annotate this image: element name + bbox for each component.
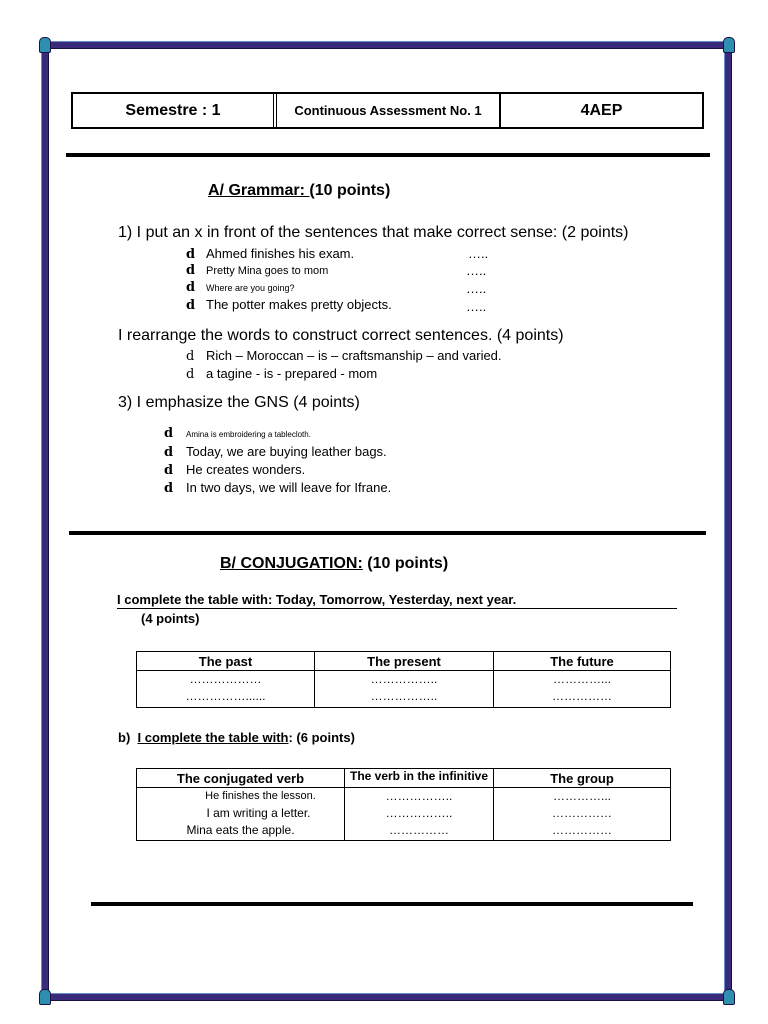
- q1-item-text: Ahmed finishes his exam.: [206, 246, 355, 261]
- list-item: [186, 296, 392, 314]
- conjugation-title-points: (10 points): [362, 555, 449, 572]
- verb-sentence: I am writing a letter.: [206, 806, 311, 820]
- border-corner-ornament: [39, 989, 51, 1005]
- part-b-points: : (6 points): [288, 730, 355, 745]
- answer-dots[interactable]: …………...: [552, 672, 611, 686]
- answer-dots[interactable]: ………………: [189, 672, 262, 686]
- conjugation-title-underlined: B/ CONJUGATION:: [220, 555, 363, 572]
- verb-sentence: He finishes the lesson.: [205, 790, 316, 802]
- answer-dots[interactable]: …………...: [552, 789, 611, 803]
- bullet-icon: d: [186, 367, 195, 382]
- table-cell[interactable]: [345, 788, 494, 841]
- section-divider: [69, 531, 706, 535]
- table-cell: [137, 788, 345, 841]
- bullet-icon: d: [164, 426, 174, 441]
- page-border-right: [724, 44, 732, 1000]
- column-header: The verb in the infinitive: [345, 769, 494, 788]
- border-corner-ornament: [39, 37, 51, 53]
- part-b-prompt-underlined: I complete the table with: [137, 730, 289, 745]
- page-border-top: [44, 41, 730, 49]
- grammar-title-points: 10 points): [314, 182, 391, 199]
- answer-dots[interactable]: ……………: [389, 823, 449, 837]
- section-divider: [66, 153, 710, 157]
- section-divider: [91, 902, 693, 906]
- table-cell[interactable]: [315, 671, 494, 708]
- q1-list: [186, 245, 392, 314]
- level-cell: 4AEP: [580, 101, 623, 119]
- table-row: [137, 671, 671, 708]
- grammar-section-title: [208, 182, 390, 200]
- answer-dots[interactable]: ……………..: [385, 806, 453, 820]
- bullet-icon: d: [186, 263, 196, 278]
- bullet-icon: d: [186, 298, 196, 313]
- answer-dots[interactable]: …..: [466, 281, 487, 296]
- q3-item-text: Today, we are buying leather bags.: [186, 444, 387, 459]
- border-corner-ornament: [723, 37, 735, 53]
- conjugation-section-title: [220, 555, 448, 573]
- column-header: The future: [494, 652, 671, 671]
- list-item: [164, 461, 391, 479]
- list-item: [186, 245, 392, 262]
- answer-dots[interactable]: …..: [466, 263, 487, 278]
- tense-table: [136, 651, 671, 708]
- table-cell[interactable]: [137, 671, 315, 708]
- bullet-icon: d: [164, 481, 174, 496]
- q3-list: [164, 424, 391, 497]
- answer-dots[interactable]: ……………..: [370, 672, 438, 686]
- list-item: [164, 424, 391, 443]
- bullet-icon: d: [186, 280, 196, 295]
- table-header-row: [137, 769, 671, 788]
- bullet-icon: d: [164, 463, 174, 478]
- q3-prompt: 3) I emphasize the GNS (4 points): [118, 394, 360, 411]
- bullet-icon: d: [164, 445, 174, 460]
- part-a-prompt: I complete the table with: Today, Tomorrow, Yesterday, next year.: [117, 592, 677, 609]
- list-item: [164, 479, 391, 497]
- q2-item-text: Rich – Moroccan – is – craftsmanship – and varied.: [206, 348, 502, 363]
- verb-sentence: Mina eats the apple.: [186, 823, 295, 837]
- bullet-icon: d: [186, 247, 196, 262]
- answer-dots[interactable]: ……………: [552, 689, 612, 703]
- column-header: The present: [315, 652, 494, 671]
- q3-item-text: He creates wonders.: [186, 462, 306, 477]
- q1-item-text: The potter makes pretty objects.: [206, 297, 392, 312]
- part-b-label: b): [118, 730, 131, 745]
- list-item: [186, 365, 502, 383]
- column-header: The past: [137, 652, 315, 671]
- q2-item-text: a tagine - is - prepared - mom: [206, 366, 378, 381]
- q2-prompt: I rearrange the words to construct correct sentences. (4 points): [118, 327, 564, 344]
- table-header-row: [137, 652, 671, 671]
- answer-dots[interactable]: ……………......: [185, 689, 266, 703]
- table-cell[interactable]: [494, 671, 671, 708]
- q3-item-text: In two days, we will leave for Ifrane.: [186, 480, 392, 495]
- table-row: [137, 788, 671, 841]
- answer-dots[interactable]: …..: [466, 299, 487, 314]
- list-item: [164, 443, 391, 461]
- part-a-points: (4 points): [141, 611, 200, 626]
- header-table: [71, 92, 704, 129]
- list-item: [186, 347, 502, 365]
- q1-item-text: Pretty Mina goes to mom: [206, 265, 329, 277]
- semester-cell: Semestre : 1: [73, 94, 277, 127]
- q2-list: [186, 347, 502, 383]
- assessment-cell: Continuous Assessment No. 1: [277, 94, 501, 127]
- column-header: The conjugated verb: [137, 769, 345, 788]
- table-cell[interactable]: [494, 788, 671, 841]
- answer-dots[interactable]: ……………: [552, 823, 612, 837]
- border-corner-ornament: [723, 989, 735, 1005]
- answer-dots[interactable]: ……………: [552, 806, 612, 820]
- q1-prompt: 1) I put an x in front of the sentences that make correct sense: (2 points): [118, 224, 629, 241]
- list-item: [186, 262, 392, 279]
- q3-item-text: Amina is embroidering a tablecloth.: [186, 430, 311, 439]
- bullet-icon: d: [186, 349, 195, 364]
- grammar-title-underlined: A/ Grammar: (: [208, 182, 315, 199]
- page-border-bottom: [44, 993, 730, 1001]
- part-b-prompt: [118, 730, 355, 745]
- answer-dots[interactable]: ……………..: [370, 689, 438, 703]
- answer-dots[interactable]: ……………..: [385, 789, 453, 803]
- q1-item-text: Where are you going?: [206, 283, 295, 293]
- column-header: The group: [494, 769, 671, 788]
- list-item: [186, 279, 392, 296]
- answer-dots[interactable]: …..: [468, 246, 489, 261]
- page-border-left: [41, 44, 49, 1000]
- verb-table: [136, 768, 671, 841]
